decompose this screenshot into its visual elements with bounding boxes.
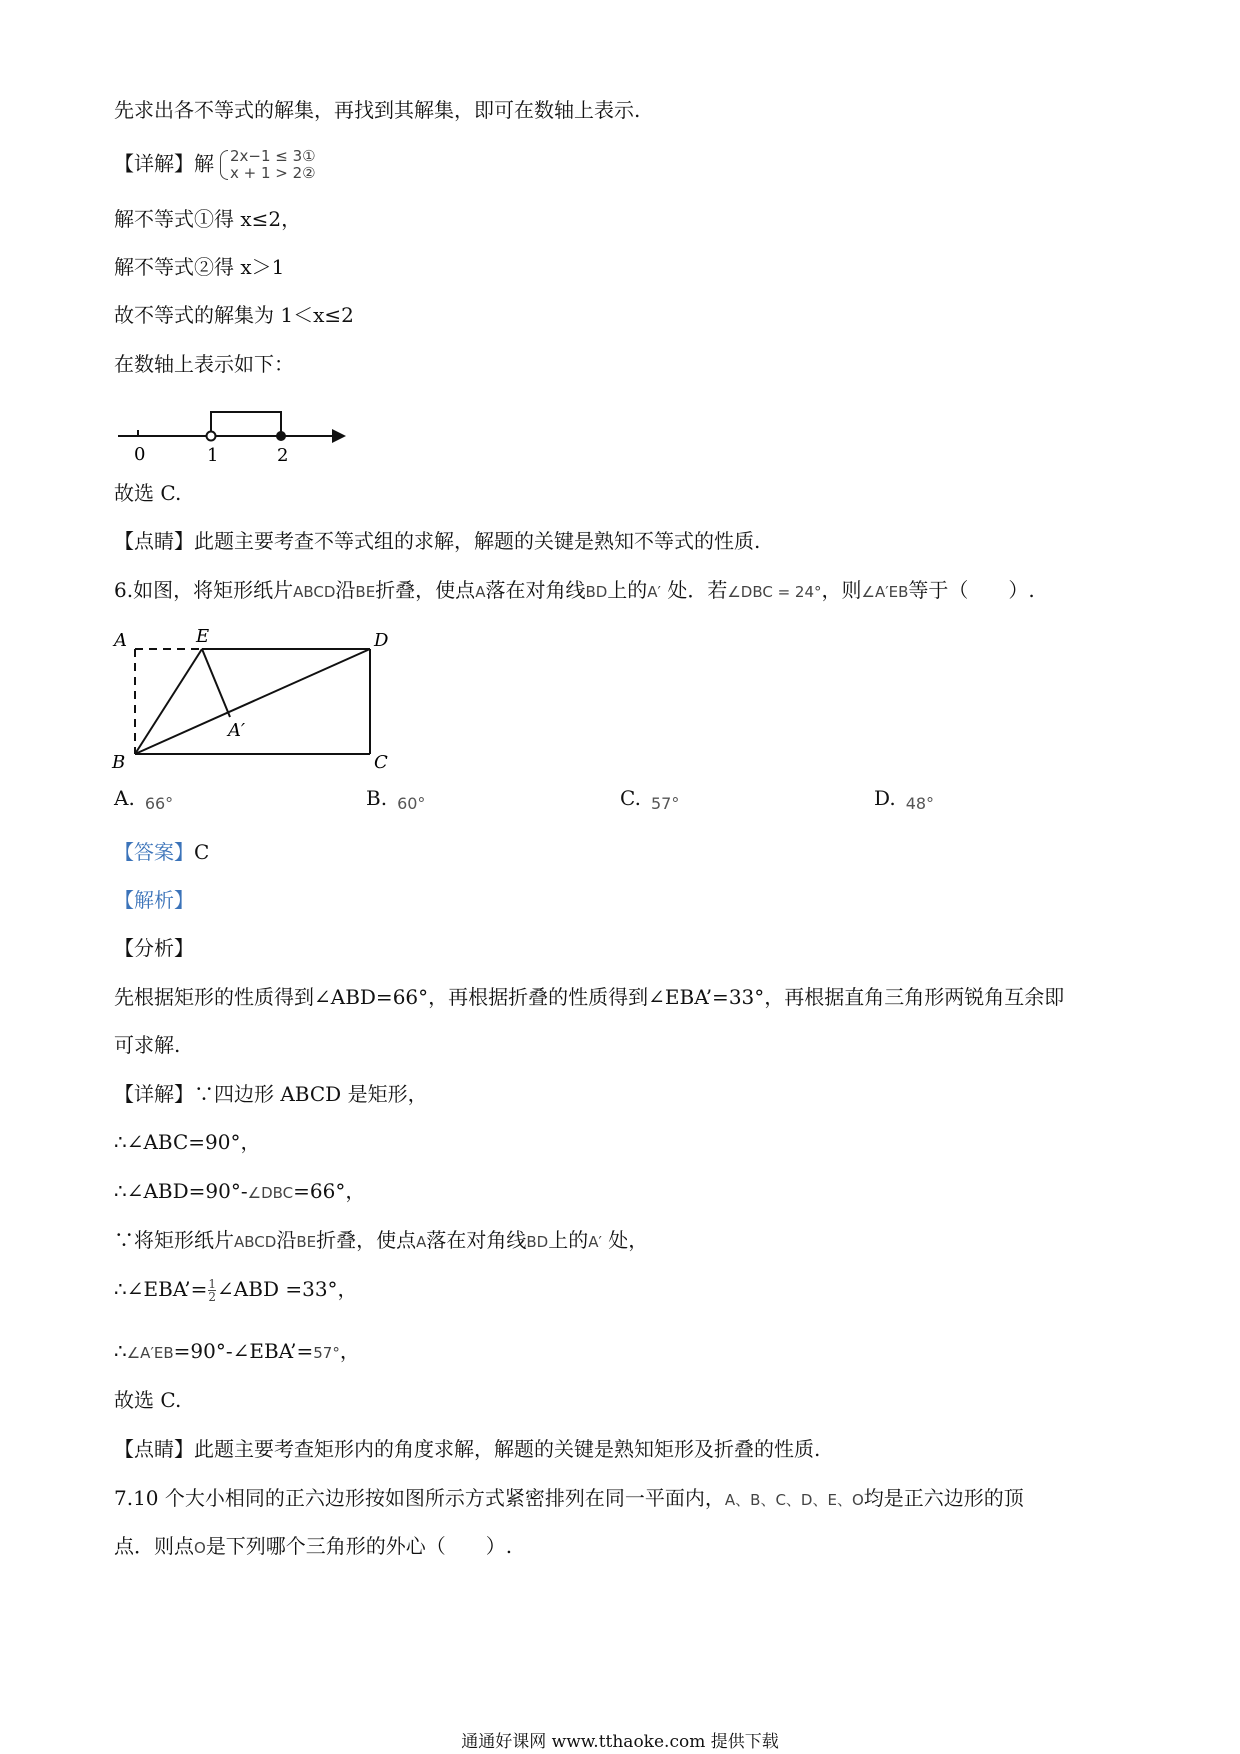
text-line: 故不等式的解集为 1＜x≤2: [114, 303, 354, 327]
answer-line: 【答案】C: [114, 840, 210, 864]
tick-label-0: 0: [134, 444, 146, 465]
point-label-b: B: [112, 752, 126, 773]
text-line: ∴∠A′EB=90°-∠EBA’=57°，: [114, 1339, 360, 1363]
question-7: 7.10 个大小相同的正六边形按如图所示方式紧密排列在同一平面内，A、B、C、D、E、O均是正六边形的顶: [114, 1486, 1024, 1510]
point-label-a: A: [114, 630, 127, 651]
option-d: D. $_{48^\circ}$: [874, 786, 935, 813]
comment-line: 【点睛】此题主要考查矩形内的角度求解，解题的关键是熟知矩形及折叠的性质.: [114, 1437, 821, 1461]
text-line: 解不等式②得 x＞1: [114, 255, 285, 279]
question-7-cont: 点．则点O是下列哪个三角形的外心（ ）.: [114, 1534, 513, 1558]
text-line: 先根据矩形的性质得到∠ABD=66°，再根据折叠的性质得到∠EBA’=33°，再根据直角三角形两锐角互余即: [114, 985, 1065, 1009]
number-line-figure: [110, 404, 350, 470]
text-line: 先求出各不等式的解集，再找到其解集，即可在数轴上表示.: [114, 98, 641, 122]
question-6: 6.如图，将矩形纸片ABCD沿BE折叠，使点A落在对角线BD上的A′ 处．若∠DBC = 24°，则∠A′EB等于（ ）.: [114, 578, 1035, 602]
text-line: ∵将矩形纸片ABCD沿BE折叠，使点A落在对角线BD上的A′ 处，: [114, 1228, 649, 1252]
inequality-system: [220, 148, 316, 182]
text-line: ∴∠EBA’= $\frac{1}{2}$ ∠ABD =33°，: [114, 1277, 358, 1304]
point-label-e: E: [196, 626, 210, 647]
option-a: A. $_{66^\circ}$: [114, 786, 174, 813]
text-line: ∴∠ABC=90°，: [114, 1130, 261, 1154]
detail-line: [114, 148, 316, 182]
detail-tag: 【详解】解: [114, 151, 214, 176]
fraction-half: $\frac{1}{2}$: [208, 1277, 217, 1304]
analysis-subheading: 【分析】: [114, 936, 194, 960]
text-line: 故选 C.: [114, 1388, 182, 1412]
page-footer: 通通好课网 www.tthaoke.com 提供下载: [461, 1732, 779, 1752]
text-line: 故选 C.: [114, 481, 182, 505]
point-label-a-prime: A′: [228, 720, 246, 741]
option-c: C. $_{57^\circ}$: [620, 786, 680, 813]
text-line: 解不等式①得 x≤2，: [114, 207, 302, 231]
text-line: ∴∠ABD=90°-∠DBC=66°，: [114, 1179, 366, 1203]
text-line: 在数轴上表示如下：: [114, 352, 294, 376]
rectangle-fold-figure: [108, 624, 398, 774]
analysis-heading: 【解析】: [114, 888, 194, 912]
text-line: 可求解.: [114, 1033, 181, 1057]
point-label-d: D: [374, 630, 389, 651]
point-label-c: C: [374, 752, 388, 773]
tick-label-1: 1: [207, 445, 219, 466]
tick-label-2: 2: [277, 445, 289, 466]
inequality-2: x + 1 > 2②: [230, 164, 316, 182]
inequality-1: 2x−1 ≤ 3①: [230, 147, 316, 165]
text-line: 【详解】∵四边形 ABCD 是矩形，: [114, 1082, 428, 1106]
option-b: B. $_{60^\circ}$: [366, 786, 426, 813]
comment-line: 【点睛】此题主要考查不等式组的求解，解题的关键是熟知不等式的性质.: [114, 529, 761, 553]
